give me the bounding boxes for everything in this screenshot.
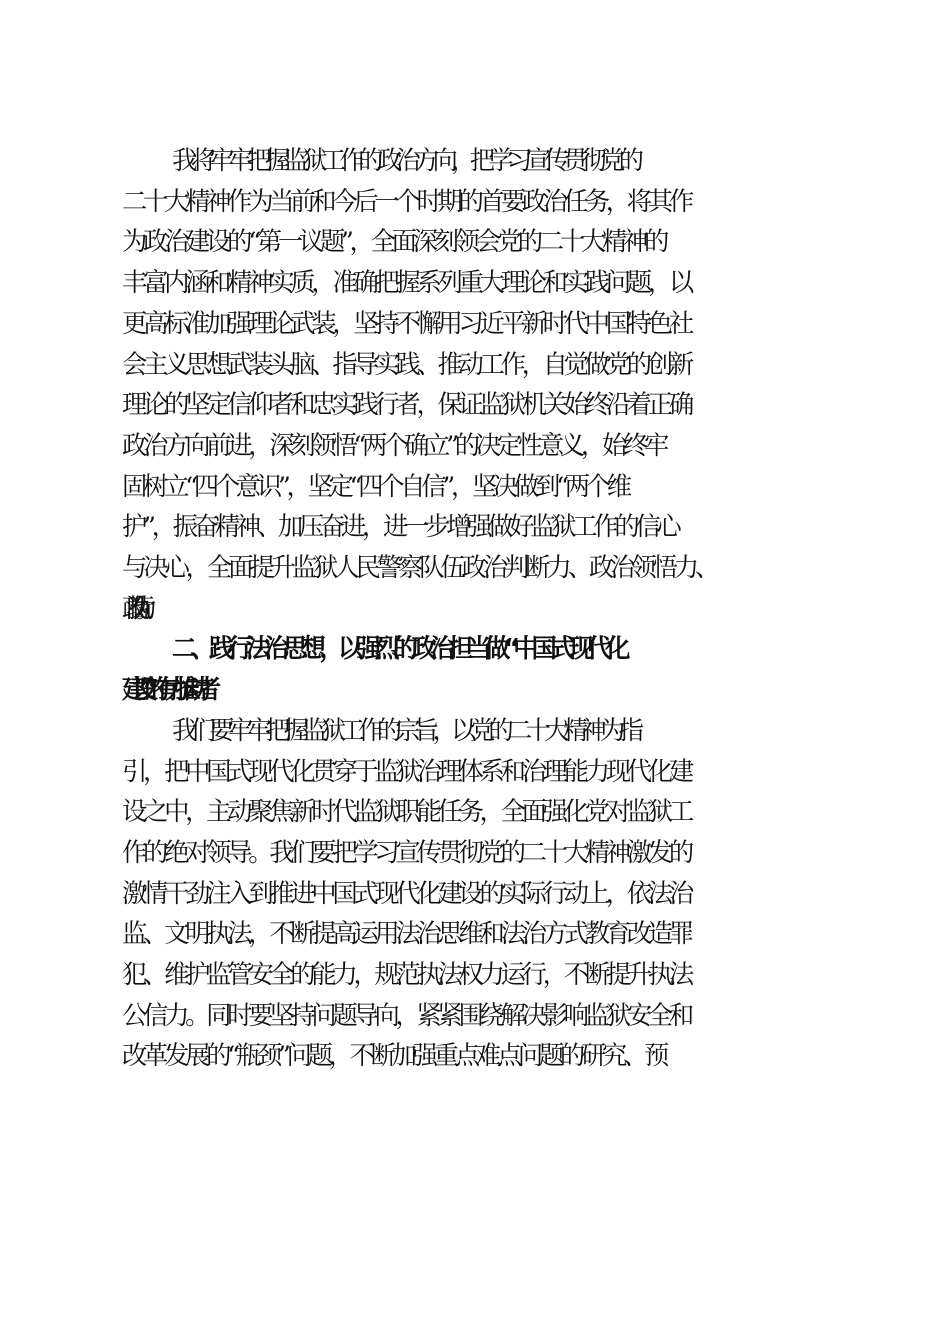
paragraph-line: 政治执行力。 bbox=[122, 592, 138, 623]
section-heading-line: 二、践行法治思想，以强烈的政治担当做“中国式现代化 bbox=[172, 633, 624, 664]
paragraph-line: 更高标准加强理论武装，坚持不懈用习近平新时代中国特色社 bbox=[122, 307, 690, 338]
paragraph-line: 固树立“四个意识”，坚定“四个自信”，坚决做到“两个维 bbox=[122, 470, 628, 501]
paragraph-line: 我将牢牢把握监狱工作的政治方向，把学习宣传贯彻党的 bbox=[172, 145, 638, 175]
paragraph-line: 监、文明执法，不断提高运用法治思维和法治方式教育改造罪 bbox=[122, 918, 690, 949]
paragraph-line: 与决心，全面提升监狱人民警察队伍政治判断力、政治领悟力、 bbox=[122, 552, 717, 582]
paragraph-line: 丰富内涵和精神实质，准确把握系列重大理论和实践问题，以 bbox=[122, 267, 690, 298]
paragraph-line: 设之中，主动聚焦新时代监狱职能任务，全面强化党对监狱工 bbox=[122, 796, 690, 827]
paragraph-line: 政治方向前进，深刻领悟“两个确立”的决定性意义，始终牢 bbox=[122, 429, 666, 460]
paragraph-line: 引，把中国式现代化贯穿于监狱治理体系和治理能力现代化建 bbox=[122, 755, 690, 786]
paragraph-line: 改革发展的“瓶颈”问题，不断加强重点难点问题的研究、预 bbox=[122, 1040, 666, 1071]
paragraph-line: 二十大精神作为当前和今后一个时期的首要政治任务，将其作 bbox=[122, 185, 690, 216]
paragraph-line: 犯、维护监管安全的能力，规范执法权力运行，不断提升执法 bbox=[122, 959, 690, 989]
paragraph-line: 激情干劲注入到推进中国式现代化建设的实际行动上，依法治 bbox=[122, 877, 690, 908]
paragraph-line: 理论的坚定信仰者和忠实践行者，保证监狱机关始终沿着正确 bbox=[122, 389, 690, 420]
paragraph-line: 我们要牢牢把握监狱工作的宗旨，以党的二十大精神为指 bbox=[172, 714, 638, 745]
section-heading-line: 建设”的有力推动者 bbox=[122, 674, 207, 705]
paragraph-line: 护”，振奋精神、加压奋进，进一步增强做好监狱工作的信心 bbox=[122, 511, 678, 542]
paragraph-line: 公信力。同时要坚持问题导向，紧紧围绕解决影响监狱安全和 bbox=[122, 999, 690, 1030]
paragraph-line: 作的绝对领导。我们要把学习宣传贯彻党的二十大精神激发的 bbox=[122, 836, 690, 867]
paragraph-line: 会主义思想武装头脑、指导实践、推动工作，自觉做党的创新 bbox=[122, 348, 690, 379]
paragraph-line: 为政治建设的“第一议题”，全面深刻领会党的二十大精神的 bbox=[122, 226, 666, 257]
